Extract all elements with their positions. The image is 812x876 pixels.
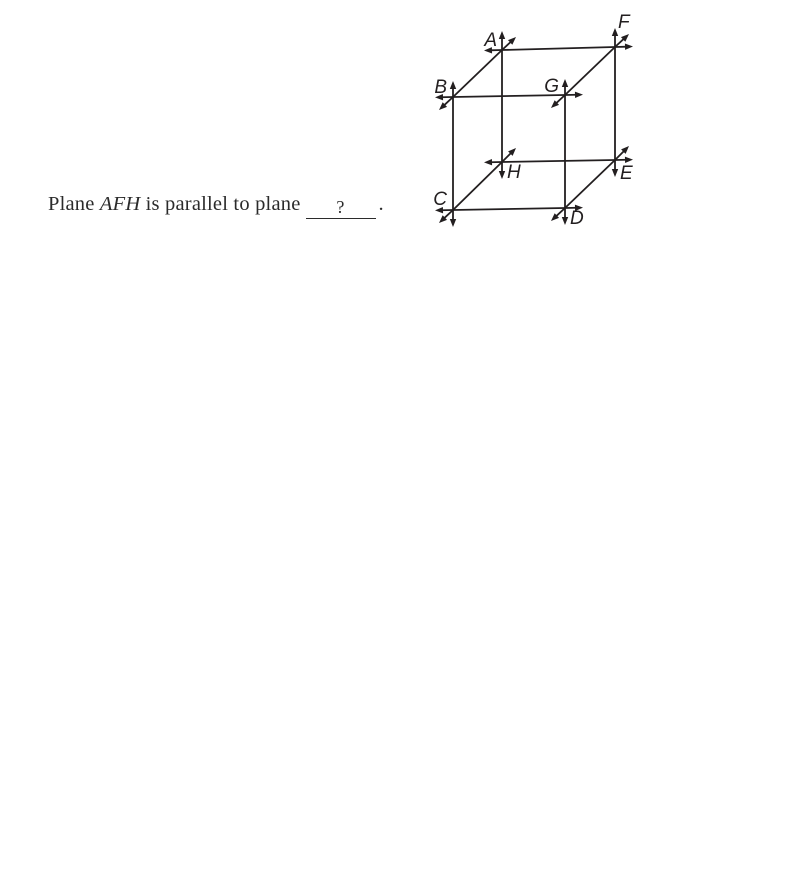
ray-H-upright-arrow-icon (502, 152, 512, 162)
edge-CD (453, 208, 565, 210)
edge-AF (502, 47, 615, 50)
arrowhead-icon (562, 217, 568, 225)
cube-edges (453, 47, 615, 210)
vertex-label-F: F (618, 12, 630, 33)
cube-figure (420, 0, 670, 245)
arrowhead-icon (499, 31, 505, 39)
vertex-label-B: B (434, 77, 447, 98)
vertex-label-G: G (544, 76, 559, 97)
vertex-label-D: D (570, 208, 584, 229)
vertex-label-E: E (620, 163, 633, 184)
vertex-label-A: A (484, 30, 497, 51)
question-prefix: Plane (48, 193, 100, 215)
edge-BA (453, 50, 502, 97)
vertex-label-C: C (433, 189, 447, 210)
question-text (48, 193, 384, 219)
vertex-labels (433, 12, 633, 229)
arrowhead-icon (450, 81, 456, 89)
arrowhead-icon (499, 171, 505, 179)
arrowhead-icon (484, 159, 492, 165)
arrowhead-icon (612, 169, 618, 177)
vertex-label-H: H (507, 162, 521, 183)
answer-blank[interactable] (306, 197, 376, 219)
edge-CH (453, 162, 502, 210)
ray-E-upright-arrow-icon (615, 150, 625, 160)
arrowhead-icon (562, 79, 568, 87)
question-middle: is parallel to plane (140, 193, 301, 215)
arrowhead-icon (450, 219, 456, 227)
blank-question-mark: ? (336, 197, 345, 217)
edge-GF (565, 47, 615, 95)
arrowhead-icon (575, 92, 583, 98)
arrowhead-icon (625, 44, 633, 50)
edge-DE (565, 160, 615, 208)
plane-name: AFH (99, 193, 141, 215)
question-period: . (378, 193, 384, 215)
